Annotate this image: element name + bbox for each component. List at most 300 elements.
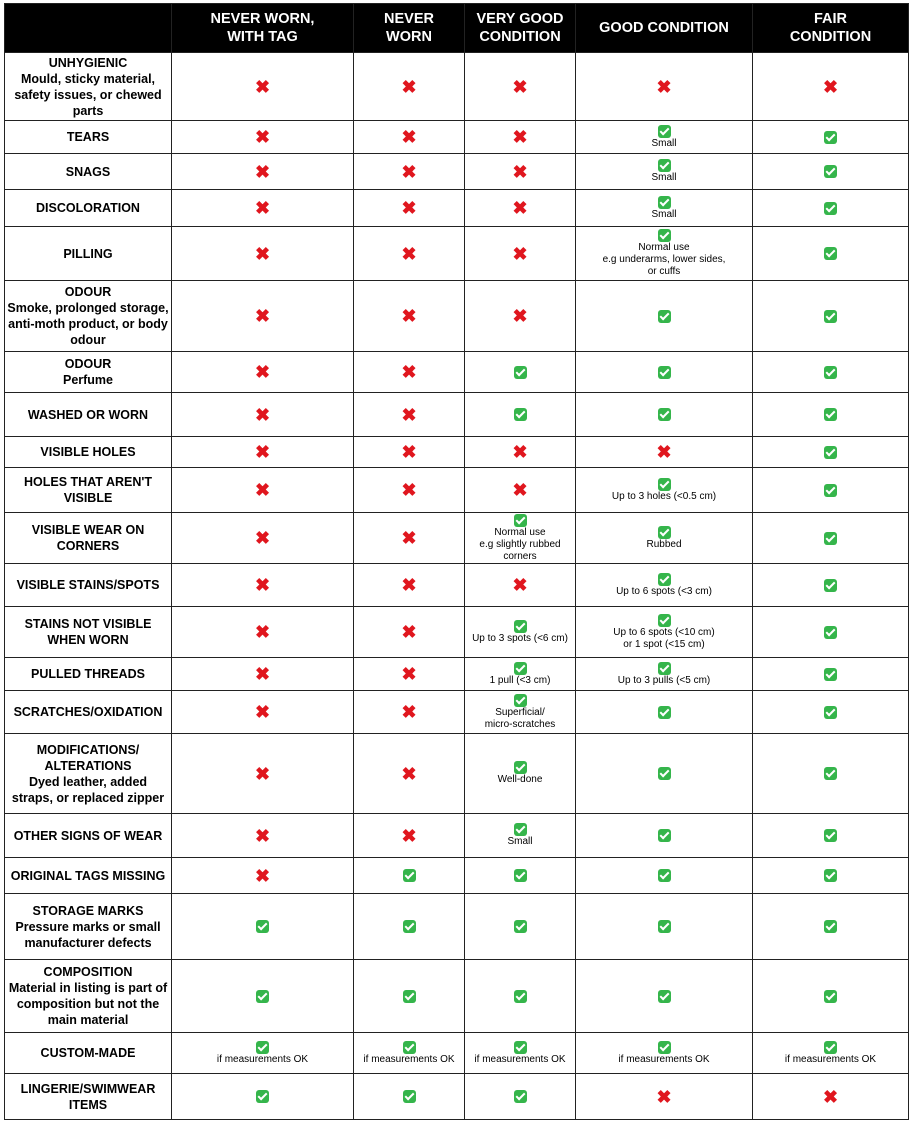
header-never-worn: NEVER WORN [354,4,465,53]
check-mark-icon [824,829,837,842]
check-mark-icon [514,761,527,774]
cross-mark-icon: ✖ [401,198,417,218]
cross-mark-icon: ✖ [656,1086,672,1107]
row-title: LINGERIE/SWIMWEAR ITEMS [20,1081,156,1112]
condition-cell [753,734,909,814]
check-mark-icon [658,196,671,209]
check-mark-icon [403,869,416,882]
condition-cell [576,960,753,1033]
condition-cell [753,227,909,281]
check-mark-icon [658,614,671,627]
condition-cell [753,814,909,858]
row-title: STAINS NOT VISIBLE WHEN WORN [24,617,152,647]
check-mark-icon [658,869,671,882]
condition-cell [465,121,576,154]
condition-cell [465,814,576,858]
cross-mark-icon: ✖ [401,362,417,382]
condition-cell [465,1074,576,1120]
condition-cell [172,607,354,658]
condition-cell [465,53,576,121]
condition-cell [354,437,465,468]
condition-cell [753,858,909,894]
row-subtitle: Dyed leather, added straps, or replaced zipper [11,774,165,805]
table-row [5,121,909,154]
header-good-condition: GOOD CONDITION [576,4,753,53]
condition-cell [354,352,465,393]
condition-cell [172,960,354,1033]
condition-cell [465,858,576,894]
cross-mark-icon: ✖ [401,575,417,595]
row-header [5,121,172,154]
condition-cell [576,227,753,281]
condition-cell [465,691,576,734]
condition-cell [576,437,753,468]
row-header [5,658,172,691]
table-row [5,814,909,858]
row-title: ORIGINAL TAGS MISSING [10,868,166,883]
table-row [5,437,909,468]
cross-mark-icon: ✖ [401,243,417,264]
check-mark-icon [824,626,837,639]
row-title: CUSTOM-MADE [40,1046,136,1060]
condition-cell [354,1033,465,1074]
condition-cell [465,960,576,1033]
condition-cell [576,734,753,814]
check-mark-icon [824,869,837,882]
condition-cell [465,352,576,393]
row-header [5,858,172,894]
cross-mark-icon: ✖ [254,306,271,326]
condition-cell [354,894,465,960]
cross-mark-icon: ✖ [512,76,528,97]
check-mark-icon [514,366,527,379]
cross-mark-icon: ✖ [254,404,271,425]
cross-mark-icon: ✖ [512,198,528,218]
cross-mark-icon: ✖ [254,575,271,595]
check-mark-icon [658,990,671,1003]
condition-cell [753,393,909,437]
check-mark-icon [514,620,527,633]
table-row [5,513,909,564]
cross-mark-icon: ✖ [254,161,271,182]
condition-cell [465,1033,576,1074]
cross-mark-icon: ✖ [401,306,417,326]
cross-mark-icon: ✖ [401,161,417,182]
cross-mark-icon: ✖ [512,161,528,182]
table-row [5,281,909,352]
condition-cell [172,513,354,564]
condition-cell [753,352,909,393]
cell-note: Normal use e.g slightly rubbed corners [479,526,561,562]
condition-cell [354,814,465,858]
condition-cell [172,734,354,814]
condition-cell [576,513,753,564]
check-mark-icon [824,366,837,379]
row-title: OTHER SIGNS OF WEAR [13,828,163,843]
row-header [5,190,172,227]
cell-note: Up to 3 spots (<6 cm) [472,632,568,644]
condition-cell [172,393,354,437]
cross-mark-icon: ✖ [254,243,271,264]
check-mark-icon [256,990,269,1003]
header-fair-condition: FAIR CONDITION [753,4,909,53]
row-title: STORAGE MARKS [32,903,144,918]
cross-mark-icon: ✖ [656,76,672,97]
condition-cell [172,437,354,468]
cross-mark-icon: ✖ [254,442,271,462]
cross-mark-icon: ✖ [512,127,528,147]
cross-mark-icon: ✖ [254,127,271,147]
cross-mark-icon: ✖ [254,480,271,500]
table-row [5,190,909,227]
table-row [5,858,909,894]
row-title: HOLES THAT AREN'T VISIBLE [24,475,152,505]
cross-mark-icon: ✖ [401,702,417,722]
condition-cell [576,352,753,393]
table-row [5,468,909,513]
check-mark-icon [658,159,671,172]
check-mark-icon [824,310,837,323]
cross-mark-icon: ✖ [254,528,271,548]
cell-note: Up to 6 spots (<3 cm) [616,585,712,597]
table-row [5,894,909,960]
cross-mark-icon: ✖ [254,622,271,642]
table-row [5,564,909,607]
header-row [5,4,909,53]
condition-cell [753,281,909,352]
row-title: VISIBLE STAINS/SPOTS [16,578,160,592]
condition-cell [172,468,354,513]
row-title: TEARS [66,130,110,144]
condition-cell [753,513,909,564]
check-mark-icon [824,532,837,545]
condition-cell [576,1074,753,1120]
check-mark-icon [824,1041,837,1054]
cross-mark-icon: ✖ [512,575,528,595]
cross-mark-icon: ✖ [512,243,528,264]
condition-cell [354,121,465,154]
condition-cell [753,121,909,154]
check-mark-icon [824,202,837,215]
condition-cell [354,658,465,691]
check-mark-icon [658,125,671,138]
condition-cell [465,894,576,960]
check-mark-icon [824,668,837,681]
row-header [5,437,172,468]
row-title: VISIBLE WEAR ON CORNERS [31,523,145,553]
check-mark-icon [658,366,671,379]
check-mark-icon [514,920,527,933]
row-header [5,1074,172,1120]
condition-cell [354,734,465,814]
row-header [5,960,172,1033]
condition-cell [354,53,465,121]
check-mark-icon [824,579,837,592]
condition-cell [172,352,354,393]
condition-cell [576,894,753,960]
cross-mark-icon: ✖ [254,198,271,218]
condition-cell [172,1074,354,1120]
condition-cell [172,814,354,858]
check-mark-icon [514,514,527,527]
cross-mark-icon: ✖ [254,664,271,684]
table-row [5,607,909,658]
check-mark-icon [256,1090,269,1103]
check-mark-icon [824,446,837,459]
row-header [5,53,172,121]
check-mark-icon [658,920,671,933]
row-title: PULLED THREADS [31,667,145,681]
cross-mark-icon: ✖ [401,528,417,548]
row-title: DISCOLORATION [36,201,140,215]
condition-cell [576,53,753,121]
table-row [5,1074,909,1120]
condition-cell [753,437,909,468]
cell-note: if measurements OK [784,1053,877,1065]
cross-mark-icon: ✖ [254,865,271,886]
table-row [5,734,909,814]
cross-mark-icon: ✖ [401,127,417,147]
cell-note: if measurements OK [216,1053,309,1065]
table-body [5,53,909,1120]
check-mark-icon [403,1041,416,1054]
cell-note: if measurements OK [618,1053,710,1065]
cross-mark-icon: ✖ [401,76,417,97]
row-header [5,393,172,437]
cross-mark-icon: ✖ [822,1086,839,1107]
check-mark-icon [514,1041,527,1054]
condition-cell [172,227,354,281]
check-mark-icon [658,229,671,242]
condition-cell [354,691,465,734]
row-header [5,154,172,190]
check-mark-icon [658,478,671,491]
cross-mark-icon: ✖ [254,76,271,97]
row-header [5,691,172,734]
cell-note: Superficial/ micro-scratches [484,706,556,730]
condition-cell [753,53,909,121]
condition-cell [576,281,753,352]
cross-mark-icon: ✖ [656,442,672,462]
check-mark-icon [658,767,671,780]
row-subtitle: Perfume [62,373,114,387]
check-mark-icon [824,920,837,933]
row-title: VISIBLE HOLES [40,445,136,459]
cross-mark-icon: ✖ [401,622,417,642]
condition-cell [465,513,576,564]
condition-cell [354,468,465,513]
row-header [5,607,172,658]
table-row [5,352,909,393]
check-mark-icon [658,573,671,586]
cross-mark-icon: ✖ [254,763,271,784]
check-mark-icon [514,823,527,836]
condition-cell [753,468,909,513]
check-mark-icon [514,869,527,882]
condition-cell [465,227,576,281]
condition-cell [753,190,909,227]
cross-mark-icon: ✖ [401,825,417,846]
condition-cell [753,154,909,190]
row-header [5,513,172,564]
condition-cell [576,814,753,858]
table-row [5,53,909,121]
check-mark-icon [658,706,671,719]
cross-mark-icon: ✖ [401,763,417,784]
cell-note: 1 pull (<3 cm) [489,674,551,686]
cross-mark-icon: ✖ [512,480,528,500]
header-corner [5,4,172,53]
condition-cell [354,960,465,1033]
cross-mark-icon: ✖ [401,404,417,425]
row-header [5,227,172,281]
cell-note: Up to 3 holes (<0.5 cm) [611,490,717,502]
row-title: WASHED OR WORN [27,407,149,422]
row-subtitle: Material in listing is part of composition but not the main material [8,981,168,1027]
cell-note: Small [507,836,533,847]
condition-cell [576,691,753,734]
table-row [5,1033,909,1074]
cross-mark-icon: ✖ [512,306,528,326]
cell-note: if measurements OK [474,1053,566,1065]
condition-cell [354,281,465,352]
cell-note: Up to 3 pulls (<5 cm) [617,674,711,686]
table-row [5,154,909,190]
condition-cell [753,960,909,1033]
row-title: SNAGS [65,164,111,179]
cross-mark-icon: ✖ [512,442,528,462]
condition-cell [465,393,576,437]
condition-cell [172,691,354,734]
condition-cell [465,607,576,658]
table-row [5,960,909,1033]
check-mark-icon [824,706,837,719]
condition-cell [172,1033,354,1074]
check-mark-icon [824,247,837,260]
cell-note: if measurements OK [363,1053,455,1065]
condition-cell [465,190,576,227]
row-title: ODOUR [64,357,112,371]
cross-mark-icon: ✖ [401,480,417,500]
cross-mark-icon: ✖ [254,702,271,722]
row-subtitle: Smoke, prolonged storage, anti-moth product, or body odour [7,301,169,347]
check-mark-icon [514,1090,527,1103]
condition-cell [172,858,354,894]
condition-cell [465,734,576,814]
check-mark-icon [824,408,837,421]
condition-cell [172,53,354,121]
row-title: PILLING [63,246,113,261]
check-mark-icon [658,829,671,842]
condition-cell [354,227,465,281]
check-mark-icon [514,662,527,675]
condition-cell [576,607,753,658]
condition-cell [576,190,753,227]
row-subtitle: Mould, sticky material, safety issues, or chewed parts [14,71,162,118]
condition-cell [354,393,465,437]
cross-mark-icon: ✖ [401,664,417,684]
condition-cell [465,468,576,513]
check-mark-icon [256,1041,269,1054]
condition-cell [172,564,354,607]
cell-note: Small [651,172,677,183]
cross-mark-icon: ✖ [254,362,271,382]
row-header [5,814,172,858]
condition-cell [354,564,465,607]
check-mark-icon [824,484,837,497]
condition-cell [172,190,354,227]
row-header [5,894,172,960]
condition-table [4,3,909,1120]
table-row [5,227,909,281]
check-mark-icon [514,990,527,1003]
condition-cell [576,564,753,607]
check-mark-icon [403,1090,416,1103]
check-mark-icon [514,694,527,707]
condition-cell [354,190,465,227]
condition-cell [354,154,465,190]
condition-cell [753,658,909,691]
cell-note: Normal use e.g underarms, lower sides, or cuffs [602,242,726,277]
condition-cell [753,1033,909,1074]
row-title: ODOUR [64,285,112,299]
check-mark-icon [658,526,671,539]
table-row [5,658,909,691]
row-header [5,564,172,607]
condition-cell [465,154,576,190]
row-title: COMPOSITION [43,965,133,979]
row-header [5,734,172,814]
condition-cell [753,1074,909,1120]
check-mark-icon [403,990,416,1003]
condition-cell [354,513,465,564]
row-header [5,281,172,352]
row-title: MODIFICATIONS/ ALTERATIONS [36,742,140,773]
condition-cell [354,607,465,658]
condition-cell [753,564,909,607]
condition-cell [576,658,753,691]
check-mark-icon [658,408,671,421]
table-row [5,691,909,734]
condition-cell [172,894,354,960]
condition-cell [576,468,753,513]
condition-cell [465,564,576,607]
check-mark-icon [658,310,671,323]
row-header [5,1033,172,1074]
row-subtitle: Pressure marks or small manufacturer defects [15,919,161,950]
row-header [5,352,172,393]
cell-note: Well-done [497,774,543,785]
row-title: SCRATCHES/OXIDATION [13,705,163,719]
condition-cell [354,1074,465,1120]
condition-cell [753,894,909,960]
condition-cell [465,437,576,468]
condition-cell [354,858,465,894]
condition-cell [753,607,909,658]
cell-note: Small [651,137,677,149]
condition-cell [465,281,576,352]
cross-mark-icon: ✖ [401,442,417,462]
cross-mark-icon: ✖ [254,825,271,846]
check-mark-icon [824,990,837,1003]
condition-cell [576,1033,753,1074]
condition-cell [576,121,753,154]
check-mark-icon [658,1041,671,1054]
condition-cell [172,154,354,190]
condition-cell [576,858,753,894]
check-mark-icon [403,920,416,933]
check-mark-icon [824,767,837,780]
